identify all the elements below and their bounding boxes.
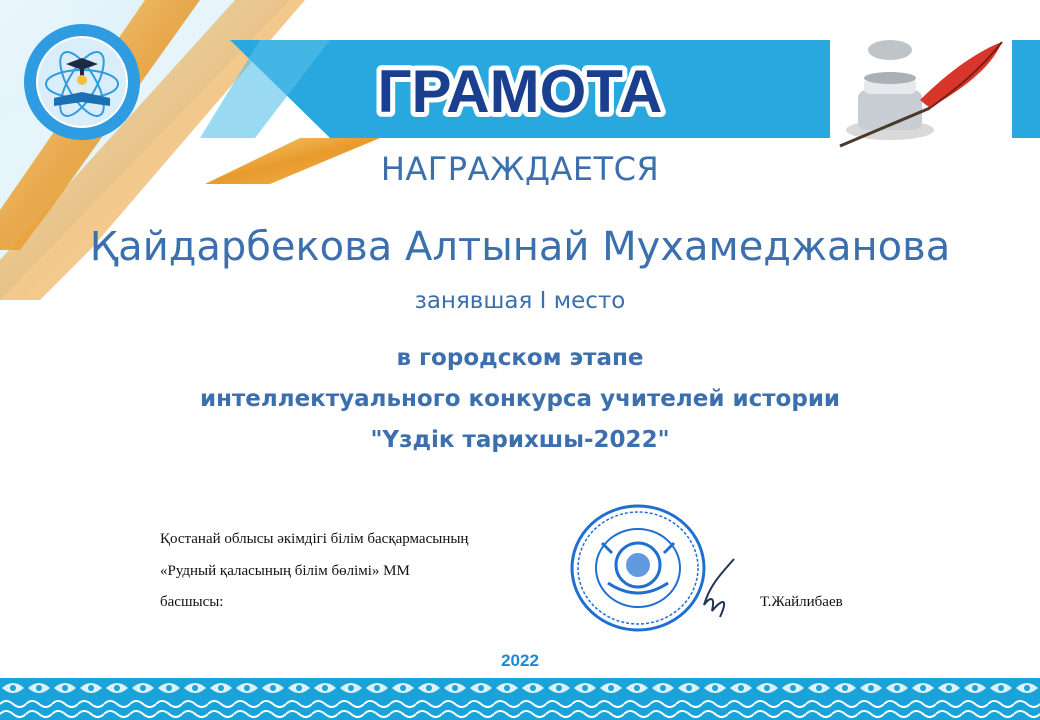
- issuer-line-1: Қостанай облысы әкімдігі білім басқармасының: [160, 531, 469, 547]
- contest-line-2: интеллектуального конкурса учителей истории: [199, 386, 841, 412]
- issuer-line-3: басшысы:: [160, 594, 224, 610]
- issuer-line-2: «Рудный қаласының білім бөлімі» ММ: [160, 563, 410, 579]
- handwritten-signature-icon: [690, 555, 740, 620]
- contest-line-3: "Үздік тарихшы-2022": [370, 427, 670, 453]
- education-emblem-icon: [22, 22, 142, 142]
- recipient-name: Қайдарбекова Алтынай Мухамеджанова: [89, 224, 951, 270]
- official-seal-icon: [568, 503, 708, 633]
- contest-line-1: в городском этапе: [396, 345, 644, 371]
- achievement-text: занявшая I место: [414, 288, 626, 314]
- year-label: 2022: [501, 651, 539, 670]
- certificate-title: [340, 50, 700, 130]
- quill-and-inkwell-icon: [830, 30, 1010, 150]
- signer-name: Т.Жайлибаев: [760, 594, 843, 610]
- certificate-title-text: ГРАМОТА: [377, 58, 663, 125]
- awarded-label: НАГРАЖДАЕТСЯ: [380, 150, 660, 188]
- ornamental-border: [0, 678, 1040, 720]
